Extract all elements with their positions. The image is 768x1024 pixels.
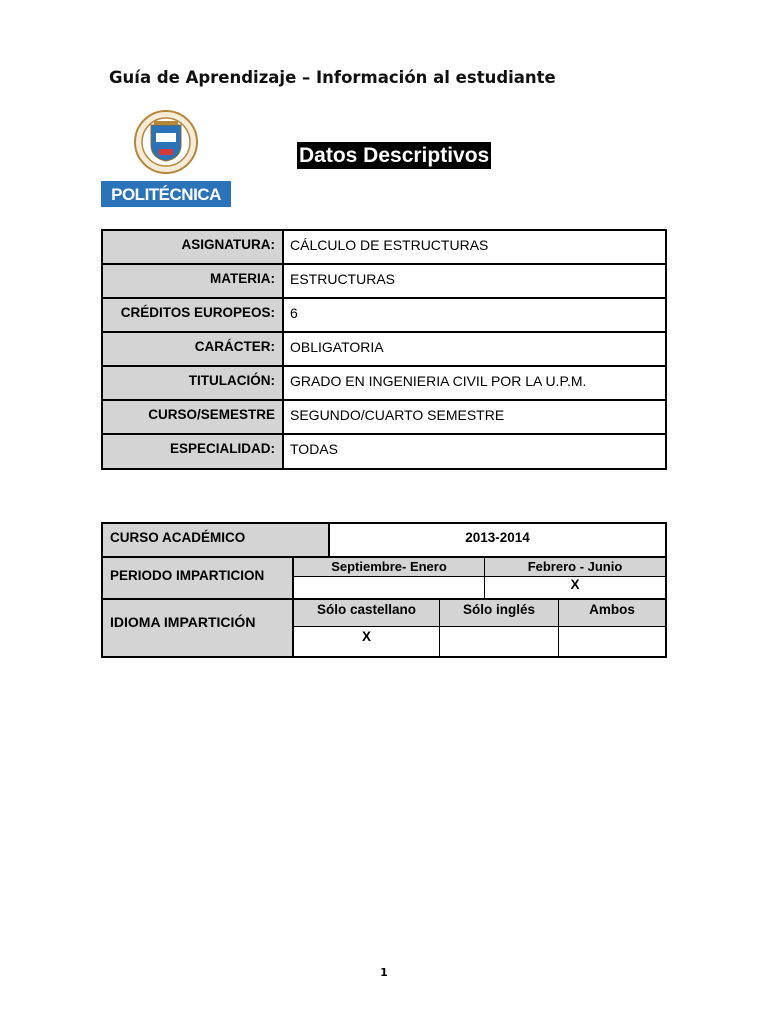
row-label: CURSO/SEMESTRE: [103, 401, 284, 433]
section-title: Datos Descriptivos: [299, 144, 490, 167]
row-value: GRADO EN INGENIERIA CIVIL POR LA U.P.M.: [290, 373, 587, 389]
table-row: [103, 333, 665, 367]
periodo-col2-header: Febrero - Junio: [485, 558, 665, 577]
row-value: 6: [290, 305, 298, 321]
table-row: [103, 401, 665, 435]
idioma-col2-header: Sólo inglés: [440, 600, 559, 627]
idioma-col3-value: [559, 627, 665, 656]
row-label: CARÁCTER:: [103, 333, 284, 365]
table-row: [103, 231, 665, 265]
upm-logo: [101, 109, 231, 207]
periodo-col1-header: Septiembre- Enero: [294, 558, 485, 577]
row-value: CÁLCULO DE ESTRUCTURAS: [290, 237, 489, 253]
idioma-col1-value: X: [294, 627, 440, 656]
idioma-col2-value: [440, 627, 559, 656]
idioma-label: IDIOMA IMPARTICIÓN: [103, 600, 294, 656]
academic-period-table: [101, 522, 667, 658]
periodo-col1-value: [294, 577, 485, 600]
row-label: ESPECIALIDAD:: [103, 435, 284, 468]
curso-academico-label: CURSO ACADÉMICO: [103, 524, 330, 558]
table-row: [103, 367, 665, 401]
curso-academico-value: 2013-2014: [330, 524, 665, 558]
table-row: [103, 435, 665, 468]
row-label: TITULACIÓN:: [103, 367, 284, 399]
table-row: [103, 265, 665, 299]
page-header-title: Guía de Aprendizaje – Información al estudiante: [109, 68, 556, 87]
row-value: ESTRUCTURAS: [290, 271, 396, 287]
page-number: 1: [380, 966, 388, 979]
periodo-col2-value: X: [485, 577, 665, 600]
idioma-col1-header: Sólo castellano: [294, 600, 440, 627]
table-row: [103, 299, 665, 333]
row-value: TODAS: [290, 441, 338, 457]
upm-seal-icon: [101, 109, 231, 207]
row-label: ASIGNATURA:: [103, 231, 284, 263]
row-label: MATERIA:: [103, 265, 284, 297]
periodo-label: PERIODO IMPARTICION: [103, 558, 294, 600]
svg-text:POLITÉCNICA: POLITÉCNICA: [111, 185, 221, 204]
idioma-col3-header: Ambos: [559, 600, 665, 627]
row-value: SEGUNDO/CUARTO SEMESTRE: [290, 407, 505, 423]
row-label: CRÉDITOS EUROPEOS:: [103, 299, 284, 331]
descriptive-data-table: [101, 229, 667, 470]
row-value: OBLIGATORIA: [290, 339, 384, 355]
